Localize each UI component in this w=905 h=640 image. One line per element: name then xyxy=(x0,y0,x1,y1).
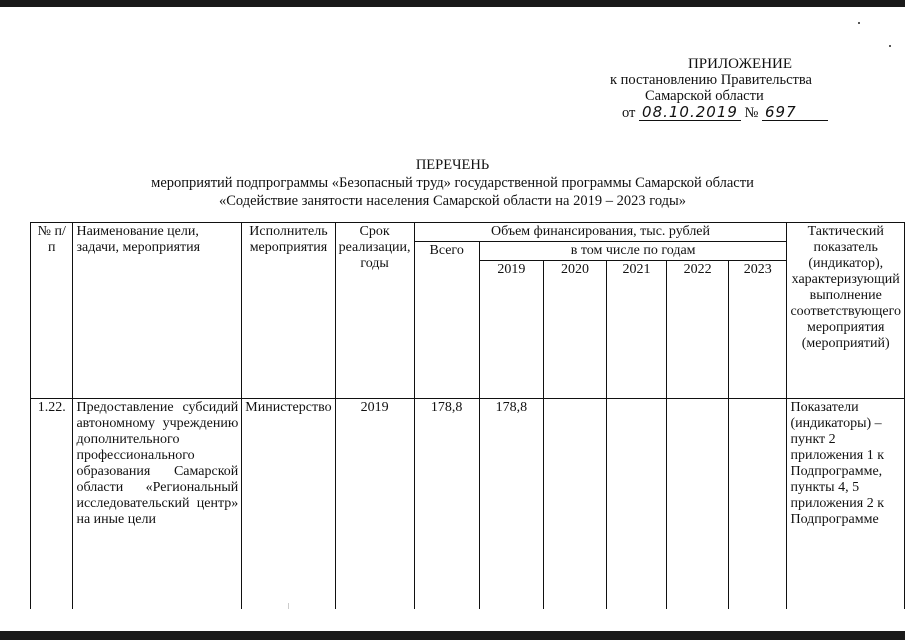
scan-border-top xyxy=(0,0,905,7)
header-total: Всего xyxy=(414,242,479,399)
handwritten-number: 697 xyxy=(762,104,828,121)
handwritten-date: 08.10.2019 xyxy=(639,104,741,121)
heading-line-1: мероприятий подпрограммы «Безопасный труд» государственной программы Самарской области xyxy=(151,175,754,191)
header-year: 2022 xyxy=(667,261,729,399)
cell-indicator: Показатели (индикаторы) – пункт 2 приложения 1 к Подпрограмме, пункты 4, 5 приложения 2 к Подпрограмме xyxy=(787,399,905,609)
document-heading xyxy=(0,156,905,210)
cell-term: 2019 xyxy=(335,399,414,609)
header-by-years: в том числе по годам xyxy=(479,242,787,261)
header-year: 2020 xyxy=(543,261,606,399)
measures-table xyxy=(30,222,905,609)
cell-num: 1.22. xyxy=(31,399,73,609)
scan-speck xyxy=(858,22,860,24)
appendix-date-line xyxy=(622,104,828,121)
heading-line-2: «Содействие занятости населения Самарской области на 2019 – 2023 годы» xyxy=(218,193,687,209)
number-sign: № xyxy=(744,105,759,121)
cell-2019: 178,8 xyxy=(479,399,543,609)
cell-name: Предоставление субсидий автономному учреждению дополнительного профессионального образования Самарской области «Региональный исследовательский центр» на иные цели xyxy=(73,399,242,609)
from-prefix: от xyxy=(622,105,636,121)
cell-2022 xyxy=(667,399,729,609)
header-year: 2023 xyxy=(729,261,787,399)
cell-total: 178,8 xyxy=(414,399,479,609)
appendix-title: ПРИЛОЖЕНИЕ xyxy=(687,56,793,72)
appendix-line-1: к постановлению Правительства xyxy=(610,72,812,88)
scan-artifact xyxy=(288,603,289,609)
header-row-1 xyxy=(31,223,905,242)
cell-2023 xyxy=(729,399,787,609)
scan-speck xyxy=(889,45,891,47)
header-indicator: Тактический показатель (индикатор), характеризующий выполнение соответствующего мероприятия (мероприятий) xyxy=(787,223,905,399)
header-executor: Исполнитель мероприятия xyxy=(242,223,335,399)
header-term: Срок реализации, годы xyxy=(335,223,414,399)
appendix-line-2: Самарской области xyxy=(645,88,764,104)
scan-border-bottom xyxy=(0,631,905,640)
header-year: 2021 xyxy=(606,261,666,399)
cell-executor: Министерство xyxy=(242,399,335,609)
header-year: 2019 xyxy=(479,261,543,399)
table-row xyxy=(31,399,905,609)
cell-2021 xyxy=(606,399,666,609)
header-num: № п/п xyxy=(31,223,73,399)
cell-2020 xyxy=(543,399,606,609)
heading-title: ПЕРЕЧЕНЬ xyxy=(415,157,490,173)
header-funding: Объем финансирования, тыс. рублей xyxy=(414,223,787,242)
header-name: Наименование цели, задачи, мероприятия xyxy=(73,223,242,399)
